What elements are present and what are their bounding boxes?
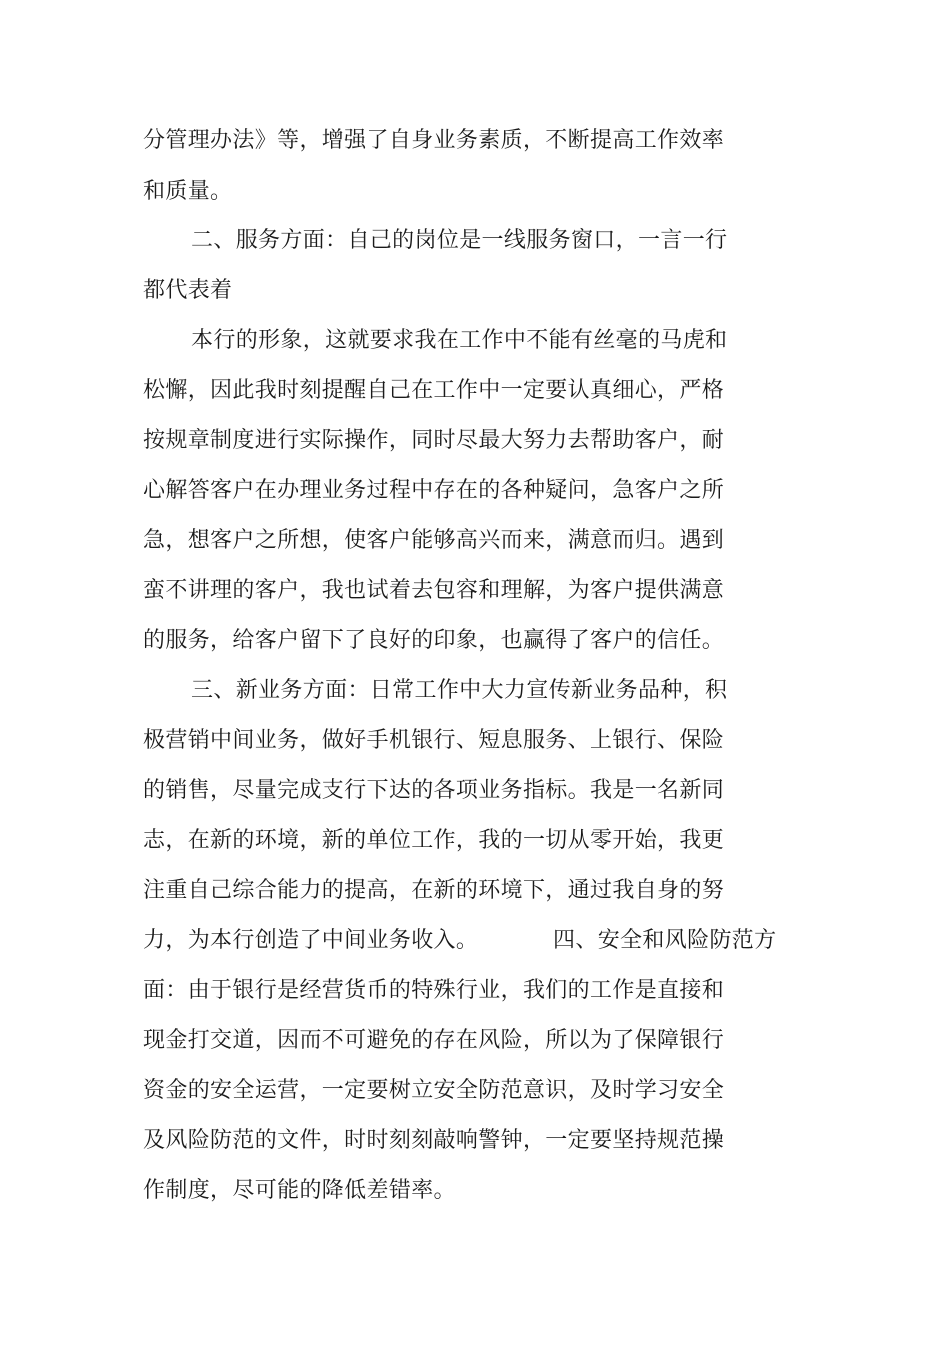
paragraph-start-image: 本行的形象，这就要求我在工作中不能有丝毫的马虎和 (191, 328, 728, 353)
section-heading-safety: 四、安全和风险防范方 (553, 928, 777, 953)
text-line-13: 极营销中间业务，做好手机银行、短息服务、上银行、保险 (143, 728, 725, 753)
text-line-20: 现金打交道，因而不可避免的存在风险，所以为了保障银行 (143, 1028, 725, 1053)
text-line-1: 分管理办法》等，增强了自身业务素质，不断提高工作效率 (143, 128, 725, 153)
text-line-9: 急，想客户之所想，使客户能够高兴而来，满意而归。遇到 (143, 528, 725, 553)
text-line-14: 的销售，尽量完成支行下达的各项业务指标。我是一名新同 (143, 778, 725, 803)
text-line-23: 作制度，尽可能的降低差错率。 (143, 1178, 456, 1203)
text-line-4: 都代表着 (143, 278, 233, 303)
text-line-2: 和质量。 (143, 179, 233, 204)
section-heading-new-business: 三、新业务方面：日常工作中大力宣传新业务品种，积 (191, 678, 728, 703)
text-line-16: 注重自己综合能力的提高，在新的环境下，通过我自身的努 (143, 878, 725, 903)
text-line-17: 力，为本行创造了中间业务收入。 (143, 928, 479, 953)
text-line-7: 按规章制度进行实际操作，同时尽最大努力去帮助客户，耐 (143, 428, 725, 453)
text-line-10: 蛮不讲理的客户，我也试着去包容和理解，为客户提供满意 (143, 578, 725, 603)
section-heading-service: 二、服务方面：自己的岗位是一线服务窗口，一言一行 (191, 228, 728, 253)
text-line-22: 及风险防范的文件，时时刻刻敲响警钟，一定要坚持规范操 (143, 1128, 725, 1153)
text-line-11: 的服务，给客户留下了良好的印象，也赢得了客户的信任。 (143, 628, 725, 653)
text-line-6: 松懈，因此我时刻提醒自己在工作中一定要认真细心，严格 (143, 378, 725, 403)
text-line-21: 资金的安全运营，一定要树立安全防范意识，及时学习安全 (143, 1078, 725, 1103)
text-line-15: 志，在新的环境，新的单位工作，我的一切从零开始，我更 (143, 828, 725, 853)
text-line-19: 面：由于银行是经营货币的特殊行业，我们的工作是直接和 (143, 978, 725, 1003)
text-line-8: 心解答客户在办理业务过程中存在的各种疑问，急客户之所 (143, 478, 725, 503)
